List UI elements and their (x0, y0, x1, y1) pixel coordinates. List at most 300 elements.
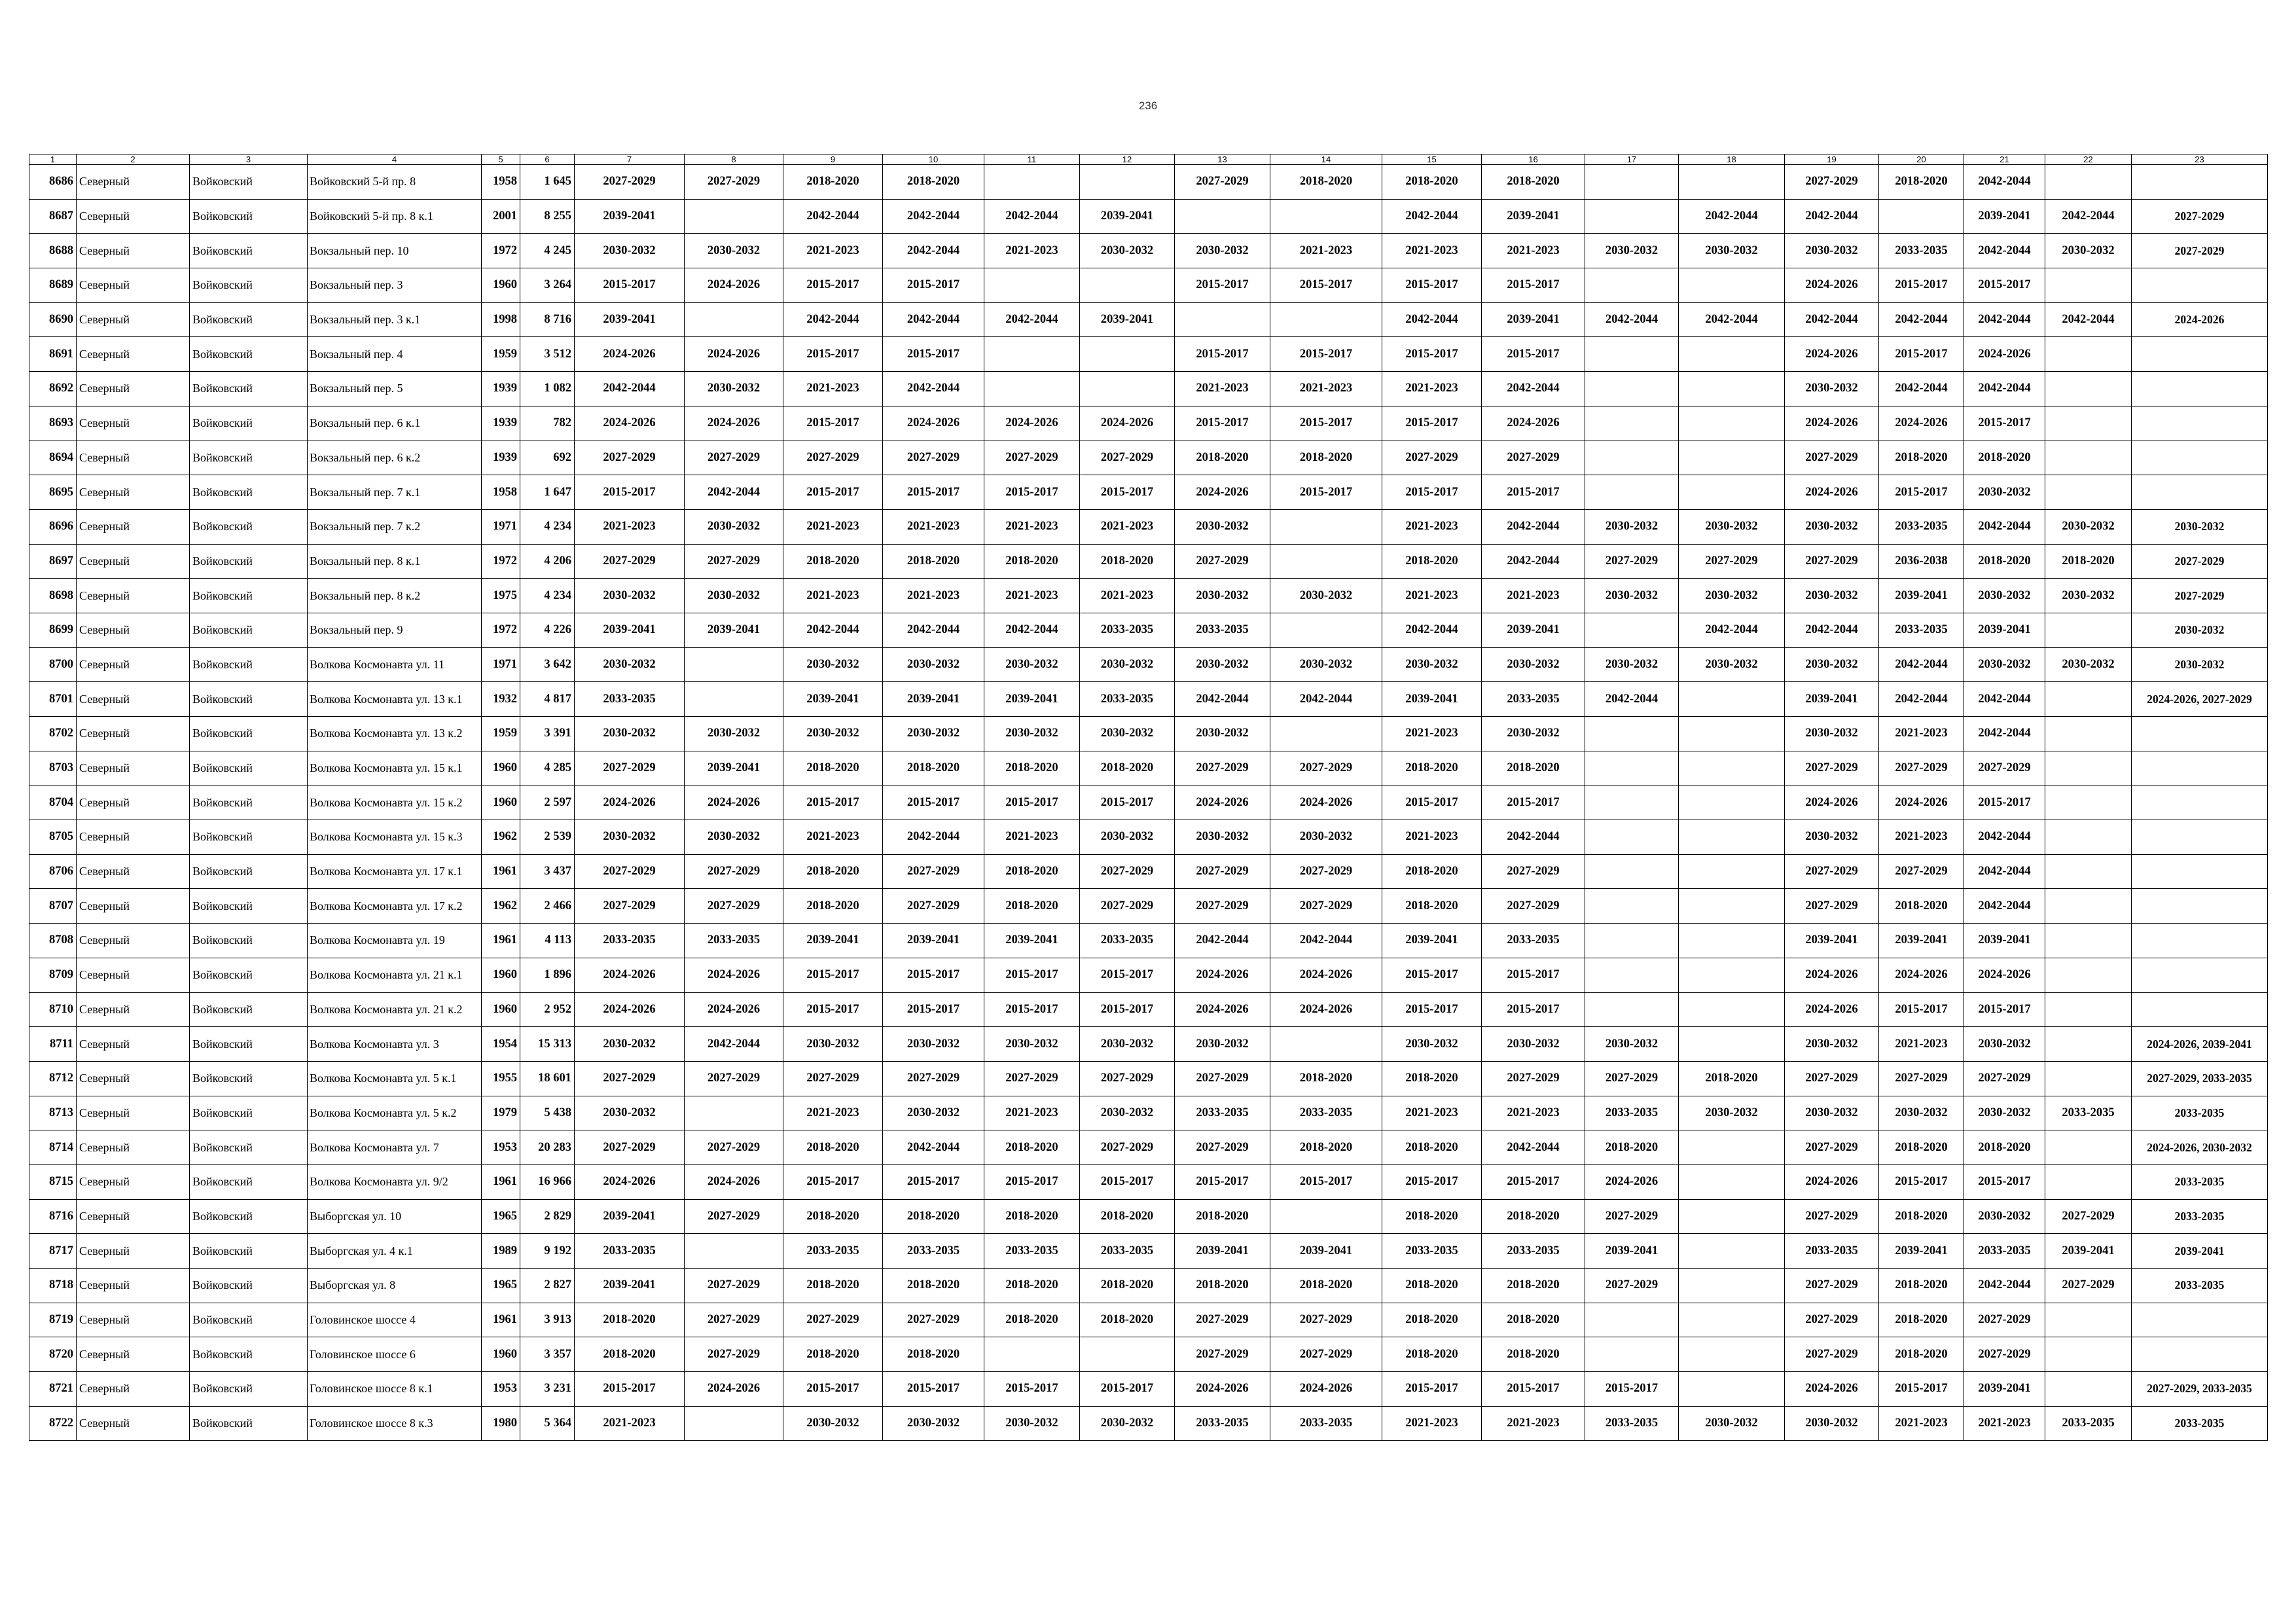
table-row (29, 958, 2268, 992)
table-cell: 2027-2029 (1964, 751, 2045, 785)
table-row (29, 1406, 2268, 1441)
table-cell (1679, 992, 1785, 1027)
table-cell: 2018-2020 (984, 1303, 1080, 1337)
table-cell: 2021-2023 (984, 509, 1080, 544)
column-number: 21 (1964, 154, 2045, 165)
table-cell: 8717 (29, 1234, 77, 1269)
table-cell: Войковский (190, 165, 308, 200)
table-cell: 2033-2035 (783, 1234, 883, 1269)
table-cell: 2042-2044 (1879, 302, 1964, 337)
column-number: 17 (1585, 154, 1679, 165)
table-cell: 2018-2020 (1080, 751, 1175, 785)
table-cell: 8705 (29, 820, 77, 855)
table-row (29, 372, 2268, 406)
table-cell (2132, 337, 2268, 372)
table-cell: 2015-2017 (1270, 268, 1382, 303)
table-cell: Головинское шоссе 8 к.1 (308, 1372, 482, 1407)
table-cell: 2042-2044 (1382, 302, 1482, 337)
table-cell: 2027-2029 (1785, 1337, 1879, 1372)
table-cell: Вокзальный пер. 6 к.2 (308, 441, 482, 475)
table-cell: 2015-2017 (1879, 992, 1964, 1027)
table-cell: 2024-2026 (1080, 406, 1175, 441)
table-cell: Вокзальный пер. 9 (308, 613, 482, 647)
table-cell: 2027-2029 (1175, 889, 1270, 924)
table-cell: 2024-2026 (685, 785, 783, 820)
page-number: 236 (1138, 99, 1158, 112)
table-cell: 2042-2044 (1964, 165, 2045, 200)
table-cell: 1959 (482, 717, 520, 751)
table-cell: 2027-2029 (1785, 1303, 1879, 1337)
table-cell: 2042-2044 (1482, 1130, 1585, 1165)
table-cell: 2042-2044 (1679, 199, 1785, 234)
table-cell: 2027-2029 (1270, 751, 1382, 785)
table-cell: 2030-2032 (1679, 509, 1785, 544)
table-cell (1679, 1027, 1785, 1062)
table-cell: 2030-2032 (1382, 1027, 1482, 1062)
table-cell: Вокзальный пер. 5 (308, 372, 482, 406)
table-cell (984, 268, 1080, 303)
table-cell: 2018-2020 (1879, 165, 1964, 200)
table-cell: 2039-2041 (783, 924, 883, 958)
table-cell: 1939 (482, 406, 520, 441)
table-cell: 2024-2026 (1270, 1372, 1382, 1407)
column-number: 13 (1175, 154, 1270, 165)
table-cell: 2042-2044 (1964, 234, 2045, 268)
table-cell (1585, 820, 1679, 855)
table-cell: 2018-2020 (1175, 1199, 1270, 1234)
table-cell: 2024-2026 (685, 337, 783, 372)
table-cell (984, 1337, 1080, 1372)
table-cell: Войковский (190, 717, 308, 751)
table-cell: 2027-2029 (1964, 1061, 2045, 1096)
table-cell: 2018-2020 (1482, 751, 1585, 785)
table-cell: 2033-2035 (2132, 1269, 2268, 1303)
table-cell: 2018-2020 (1382, 751, 1482, 785)
table-cell (1585, 268, 1679, 303)
table-cell (1585, 475, 1679, 510)
table-cell: 2024-2026 (1785, 992, 1879, 1027)
table-cell: 2039-2041 (1482, 199, 1585, 234)
table-cell: Северный (77, 268, 190, 303)
table-cell: 2018-2020 (1585, 1130, 1679, 1165)
column-number: 6 (520, 154, 575, 165)
table-cell: 1972 (482, 544, 520, 579)
table-cell: 2042-2044 (575, 372, 685, 406)
table-cell: 2015-2017 (1080, 992, 1175, 1027)
table-cell (2045, 682, 2132, 717)
table-cell: 2018-2020 (1879, 889, 1964, 924)
table-cell: 2033-2035 (1382, 1234, 1482, 1269)
table-cell: 2027-2029 (685, 165, 783, 200)
table-cell (1679, 337, 1785, 372)
table-cell: 3 264 (520, 268, 575, 303)
table-row (29, 406, 2268, 441)
table-cell: 2024-2026 (984, 406, 1080, 441)
table-cell: 2030-2032 (1964, 1199, 2045, 1234)
table-cell: 2015-2017 (783, 337, 883, 372)
table-cell: 2030-2032 (1679, 1096, 1785, 1130)
table-cell: Войковский (190, 992, 308, 1027)
table-cell: 2024-2026 (685, 406, 783, 441)
table-cell: 2018-2020 (1382, 165, 1482, 200)
table-cell: 2042-2044 (1964, 889, 2045, 924)
table-cell (2045, 751, 2132, 785)
column-number: 11 (984, 154, 1080, 165)
table-cell: 2033-2035 (1175, 1096, 1270, 1130)
table-cell: 2015-2017 (1270, 475, 1382, 510)
table-cell: 2027-2029 (783, 441, 883, 475)
table-cell: 1958 (482, 475, 520, 510)
table-cell: 2030-2032 (883, 717, 984, 751)
table-cell: Волкова Космонавта ул. 15 к.2 (308, 785, 482, 820)
table-row (29, 924, 2268, 958)
table-cell: 2027-2029 (575, 751, 685, 785)
table-cell: 1979 (482, 1096, 520, 1130)
table-cell: 2024-2026 (1879, 785, 1964, 820)
table-cell (984, 337, 1080, 372)
table-cell: Войковский (190, 854, 308, 889)
table-cell: 1971 (482, 509, 520, 544)
table-cell: 2042-2044 (1964, 682, 2045, 717)
table-cell: 2027-2029 (2132, 199, 2268, 234)
table-cell: Войковский (190, 579, 308, 613)
table-cell: 2024-2026 (1785, 475, 1879, 510)
table-cell (2132, 268, 2268, 303)
table-cell: 2027-2029 (575, 854, 685, 889)
table-cell (2132, 958, 2268, 992)
table-cell (1080, 1337, 1175, 1372)
table-cell: 4 206 (520, 544, 575, 579)
table-cell: 2024-2026 (575, 785, 685, 820)
table-cell: 2027-2029 (1080, 854, 1175, 889)
table-cell: Северный (77, 1234, 190, 1269)
table-cell: 2030-2032 (2132, 509, 2268, 544)
table-cell: 2015-2017 (883, 1164, 984, 1199)
table-cell: 2018-2020 (783, 1199, 883, 1234)
table-cell: 2024-2026 (1585, 1164, 1679, 1199)
table-cell (1679, 475, 1785, 510)
table-row (29, 1164, 2268, 1199)
table-cell: 2039-2041 (1879, 1234, 1964, 1269)
table-row (29, 165, 2268, 200)
table-cell (2132, 889, 2268, 924)
table-cell: 2015-2017 (984, 785, 1080, 820)
table-cell (1585, 854, 1679, 889)
table-cell: 3 437 (520, 854, 575, 889)
table-cell: 2018-2020 (1382, 1269, 1482, 1303)
table-cell: 2015-2017 (783, 268, 883, 303)
table-cell: 1961 (482, 924, 520, 958)
table-cell (2045, 958, 2132, 992)
table-cell: 1971 (482, 647, 520, 682)
table-cell: Выборгская ул. 8 (308, 1269, 482, 1303)
table-cell: Волкова Космонавта ул. 3 (308, 1027, 482, 1062)
table-row (29, 647, 2268, 682)
table-cell: 2018-2020 (1879, 1269, 1964, 1303)
table-cell: 2030-2032 (1270, 647, 1382, 682)
table-cell (2045, 924, 2132, 958)
table-cell: Волкова Космонавта ул. 15 к.1 (308, 751, 482, 785)
table-cell: 2030-2032 (1964, 475, 2045, 510)
table-cell: Волкова Космонавта ул. 11 (308, 647, 482, 682)
table-row (29, 1234, 2268, 1269)
table-cell (1585, 1303, 1679, 1337)
table-cell: 8714 (29, 1130, 77, 1165)
table-cell: Северный (77, 647, 190, 682)
table-cell: Северный (77, 924, 190, 958)
table-cell: 2027-2029 (1879, 854, 1964, 889)
table-cell: 2021-2023 (883, 579, 984, 613)
table-cell: 2015-2017 (1382, 1164, 1482, 1199)
table-cell: 1960 (482, 751, 520, 785)
table-cell: 1960 (482, 958, 520, 992)
table-cell (685, 682, 783, 717)
table-cell: 1998 (482, 302, 520, 337)
table-cell: 2021-2023 (783, 234, 883, 268)
table-cell: Северный (77, 1199, 190, 1234)
table-cell: 2042-2044 (1585, 302, 1679, 337)
table-cell (1679, 785, 1785, 820)
table-cell: 1958 (482, 165, 520, 200)
table-cell: 2030-2032 (2045, 509, 2132, 544)
table-cell: 2015-2017 (1879, 268, 1964, 303)
table-cell: 2027-2029 (2045, 1199, 2132, 1234)
table-cell: 2042-2044 (1964, 717, 2045, 751)
table-cell: 2024-2026 (1175, 475, 1270, 510)
table-cell: 2027-2029, 2033-2035 (2132, 1061, 2268, 1096)
table-cell: 2030-2032 (783, 647, 883, 682)
table-cell: 1955 (482, 1061, 520, 1096)
table-cell: 2018-2020 (1270, 1269, 1382, 1303)
table-cell: 2030-2032 (1080, 647, 1175, 682)
table-cell: Волкова Космонавта ул. 5 к.2 (308, 1096, 482, 1130)
table-cell: 2024-2026 (575, 992, 685, 1027)
table-cell: 2027-2029 (575, 1061, 685, 1096)
table-cell (984, 372, 1080, 406)
table-cell: 2042-2044 (1879, 647, 1964, 682)
table-cell: 2021-2023 (783, 509, 883, 544)
table-cell: 2033-2035 (1964, 1234, 2045, 1269)
table-cell: Войковский (190, 1337, 308, 1372)
table-cell: 2024-2026 (883, 406, 984, 441)
table-cell (1679, 268, 1785, 303)
table-cell: 2015-2017 (783, 958, 883, 992)
table-cell: 2018-2020 (1964, 544, 2045, 579)
table-cell: Северный (77, 682, 190, 717)
table-cell: 2021-2023 (575, 1406, 685, 1441)
table-cell (2132, 992, 2268, 1027)
table-cell: 2015-2017 (1482, 475, 1585, 510)
column-number: 23 (2132, 154, 2268, 165)
table-cell (1585, 924, 1679, 958)
table-cell: 8697 (29, 544, 77, 579)
table-cell: 2027-2029 (685, 1303, 783, 1337)
table-cell: 2018-2020 (1270, 1130, 1382, 1165)
table-row (29, 1199, 2268, 1234)
table-cell (2045, 1372, 2132, 1407)
table-cell: 2018-2020 (883, 1337, 984, 1372)
table-cell (2045, 1061, 2132, 1096)
table-cell: 2015-2017 (883, 475, 984, 510)
table-cell (1080, 165, 1175, 200)
table-cell: Северный (77, 1061, 190, 1096)
table-cell: Северный (77, 1096, 190, 1130)
table-cell: 2030-2032 (1080, 1027, 1175, 1062)
table-cell (1080, 337, 1175, 372)
column-number: 15 (1382, 154, 1482, 165)
table-cell: 2015-2017 (783, 785, 883, 820)
table-cell: Волкова Космонавта ул. 13 к.2 (308, 717, 482, 751)
table-cell (1585, 958, 1679, 992)
table-cell: 8711 (29, 1027, 77, 1062)
table-cell: 2015-2017 (1482, 268, 1585, 303)
column-number: 1 (29, 154, 77, 165)
table-cell: 2 952 (520, 992, 575, 1027)
table-cell: 1953 (482, 1372, 520, 1407)
table-cell: Северный (77, 302, 190, 337)
table-cell: 2042-2044 (1879, 682, 1964, 717)
table-cell: 2036-2038 (1879, 544, 1964, 579)
table-cell: 2030-2032 (1785, 717, 1879, 751)
table-cell: 2024-2026 (1879, 406, 1964, 441)
table-cell: 2015-2017 (883, 337, 984, 372)
table-cell: Северный (77, 1269, 190, 1303)
table-cell: 2042-2044 (883, 372, 984, 406)
table-cell: 2027-2029 (1175, 751, 1270, 785)
table-cell: 2030-2032 (984, 1027, 1080, 1062)
table-cell: 2021-2023 (984, 1096, 1080, 1130)
table-cell: 2015-2017 (783, 1372, 883, 1407)
table-cell: 8712 (29, 1061, 77, 1096)
table-cell: 2024-2026 (1879, 958, 1964, 992)
table-cell: 2015-2017 (1482, 785, 1585, 820)
table-cell: 2030-2032 (1175, 820, 1270, 855)
table-cell: 2039-2041 (575, 199, 685, 234)
table-cell: 4 245 (520, 234, 575, 268)
table-cell: 2018-2020 (984, 1199, 1080, 1234)
column-number: 8 (685, 154, 783, 165)
table-cell: 2030-2032 (1679, 234, 1785, 268)
table-cell: 8690 (29, 302, 77, 337)
table-cell: Волкова Космонавта ул. 13 к.1 (308, 682, 482, 717)
table-cell: 2027-2029 (685, 1269, 783, 1303)
table-cell: 16 966 (520, 1164, 575, 1199)
table-cell: 2033-2035 (1482, 924, 1585, 958)
table-cell: Северный (77, 751, 190, 785)
table-cell (2045, 406, 2132, 441)
table-cell: 2024-2026, 2030-2032 (2132, 1130, 2268, 1165)
table-cell: 2015-2017 (1382, 958, 1482, 992)
table-cell: 2018-2020 (1482, 1303, 1585, 1337)
table-cell: 2015-2017 (883, 958, 984, 992)
table-cell: 2018-2020 (1270, 165, 1382, 200)
table-cell: 8689 (29, 268, 77, 303)
table-cell: 2042-2044 (2045, 302, 2132, 337)
table-cell (1585, 717, 1679, 751)
table-cell (2045, 165, 2132, 200)
table-cell: 2030-2032 (1080, 1406, 1175, 1441)
table-cell: 3 512 (520, 337, 575, 372)
table-cell: 2030-2032 (1175, 717, 1270, 751)
table-cell: 2018-2020 (1382, 544, 1482, 579)
table-cell: 2021-2023 (1879, 1027, 1964, 1062)
table-cell: 1939 (482, 372, 520, 406)
table-cell: 2042-2044 (1482, 544, 1585, 579)
table-cell: 2021-2023 (1482, 1406, 1585, 1441)
table-cell: Головинское шоссе 8 к.3 (308, 1406, 482, 1441)
table-cell: 2027-2029 (1585, 1269, 1679, 1303)
table-cell: 2030-2032 (1482, 1027, 1585, 1062)
table-cell (1679, 682, 1785, 717)
table-cell: 2030-2032 (685, 509, 783, 544)
table-cell: 1975 (482, 579, 520, 613)
table-cell (1585, 785, 1679, 820)
table-cell: 2018-2020 (1382, 889, 1482, 924)
table-cell: Войковский (190, 785, 308, 820)
table-cell: 2015-2017 (783, 992, 883, 1027)
table-cell: Вокзальный пер. 10 (308, 234, 482, 268)
table-cell: 8715 (29, 1164, 77, 1199)
table-cell: 2015-2017 (1964, 785, 2045, 820)
table-cell: 2030-2032 (685, 717, 783, 751)
table-cell: Северный (77, 579, 190, 613)
table-cell: 2039-2041 (1964, 924, 2045, 958)
table-cell: 2018-2020 (1080, 1269, 1175, 1303)
table-cell: 2039-2041 (1080, 302, 1175, 337)
table-cell (2045, 337, 2132, 372)
table-row (29, 785, 2268, 820)
table-cell: 4 113 (520, 924, 575, 958)
table-cell (1585, 199, 1679, 234)
table-cell (1585, 372, 1679, 406)
table-cell: 2015-2017 (1482, 958, 1585, 992)
table-cell: 2015-2017 (1964, 406, 2045, 441)
table-cell: 2015-2017 (883, 1372, 984, 1407)
table-cell: Войковский 5-й пр. 8 (308, 165, 482, 200)
table-cell (1270, 509, 1382, 544)
table-cell (1270, 613, 1382, 647)
table-cell: Северный (77, 1303, 190, 1337)
table-cell: 2042-2044 (1679, 613, 1785, 647)
table-cell: 2021-2023 (984, 234, 1080, 268)
table-cell: 2021-2023 (1270, 234, 1382, 268)
table-cell: 2027-2029 (1382, 441, 1482, 475)
table-cell: Выборгская ул. 4 к.1 (308, 1234, 482, 1269)
table-cell: 2030-2032 (2132, 647, 2268, 682)
table-cell: 2030-2032 (984, 1406, 1080, 1441)
table-cell: 2033-2035 (1080, 613, 1175, 647)
table-cell (1175, 199, 1270, 234)
table-cell (1679, 1303, 1785, 1337)
table-cell: Волкова Космонавта ул. 7 (308, 1130, 482, 1165)
table-cell: 2021-2023 (984, 820, 1080, 855)
table-cell: 2030-2032 (1785, 509, 1879, 544)
table-cell: 2018-2020 (1482, 165, 1585, 200)
table-cell: 2021-2023 (984, 579, 1080, 613)
table-cell: Вокзальный пер. 3 к.1 (308, 302, 482, 337)
table-cell: 2042-2044 (1964, 1269, 2045, 1303)
table-cell: 8 255 (520, 199, 575, 234)
table-cell: 2030-2032 (1785, 647, 1879, 682)
table-cell: Войковский (190, 958, 308, 992)
table-cell: 2015-2017 (1482, 992, 1585, 1027)
table-cell: 20 283 (520, 1130, 575, 1165)
table-cell: 2039-2041 (883, 682, 984, 717)
table-cell: 2024-2026 (1785, 337, 1879, 372)
table-cell: 2027-2029 (575, 441, 685, 475)
table-row (29, 682, 2268, 717)
table-cell: 2024-2026 (1270, 785, 1382, 820)
